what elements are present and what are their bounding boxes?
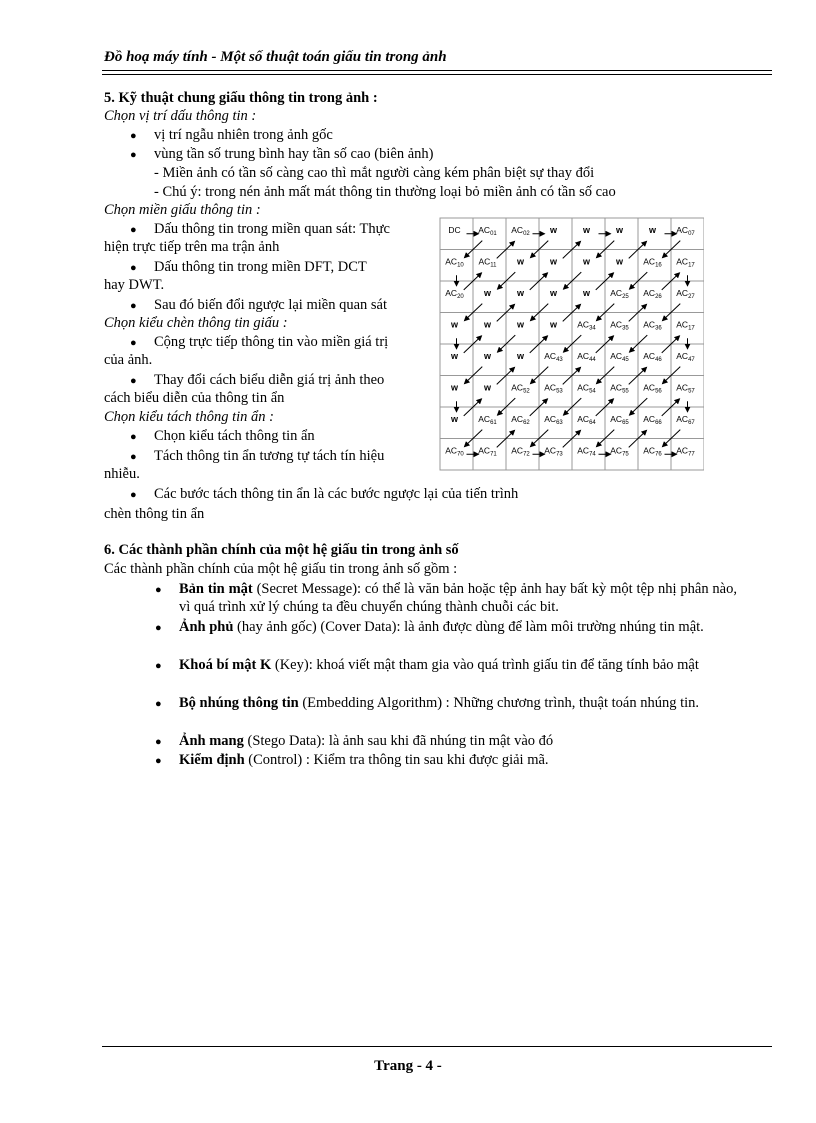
grid-cell-label: $AC_{34}$ — [577, 319, 596, 332]
list-item — [179, 694, 737, 712]
grid-cell-label: w — [582, 224, 591, 235]
dash-note-compression: - Chú ý: trong nén ảnh mất mát thông tin thường loại bỏ miền ảnh có tần số cao — [154, 184, 616, 200]
page-number: Trang - 4 - — [374, 1058, 442, 1074]
grid-cell-label: $AC_{76}$ — [643, 445, 662, 458]
item-term: Bộ nhúng thông tin — [179, 695, 299, 711]
grid-cell-label: $AC_{43}$ — [544, 350, 563, 363]
bullet-frequency: ● vùng tần số trung bình hay tần số cao (biên ảnh) — [154, 145, 433, 164]
grid-cell-label: $AC_{35}$ — [610, 319, 629, 332]
grid-cell-label: w — [483, 350, 492, 361]
dct-zigzag-figure — [439, 217, 704, 471]
grid-cell-label: $AC_{46}$ — [643, 350, 662, 363]
grid-cell-label: w — [549, 256, 558, 267]
grid-cell-label: $AC_{54}$ — [577, 382, 596, 395]
bullet-transform-domain: ● Dấu thông tin trong miền DFT, DCT — [154, 258, 367, 277]
grid-cell-label: $AC_{65}$ — [610, 413, 629, 426]
item-text: (Stego Data): là ảnh sau khi đã nhúng tin mật vào đó — [243, 733, 554, 749]
grid-cell-label: w — [450, 350, 459, 361]
grid-cell-label: w — [615, 224, 624, 235]
item-text: (Control) : Kiểm tra thông tin sau khi được giải mã. — [244, 752, 549, 768]
grid-cell-label: $AC_{01}$ — [478, 224, 497, 237]
grid-cell-label: $AC_{47}$ — [676, 350, 695, 363]
header-rule-thin — [102, 74, 772, 75]
grid-cell-label: $AC_{17}$ — [676, 256, 695, 269]
item-text: (hay ảnh gốc) (Cover Data): là ảnh được dùng để làm môi trường nhúng tin mật. — [233, 619, 704, 635]
grid-cell-label: w — [516, 256, 525, 267]
dct-grid-svg — [439, 217, 704, 471]
grid-cell-label: w — [483, 319, 492, 330]
grid-cell-label: $AC_{25}$ — [610, 287, 629, 300]
grid-cell-label: $AC_{44}$ — [577, 350, 596, 363]
grid-cell-label: $AC_{61}$ — [478, 413, 497, 426]
grid-cell-label: w — [450, 413, 459, 424]
grid-cell-label: $AC_{77}$ — [676, 445, 695, 458]
bullet-extract-steps-cont: chèn thông tin ẩn — [104, 506, 205, 522]
bullet-representation-cont: cách biểu diễn của thông tin ẩn — [104, 390, 285, 406]
subheading-embed-type: Chọn kiểu chèn thông tin giấu : — [104, 315, 288, 331]
list-item — [179, 656, 737, 674]
grid-cell-label: $AC_{72}$ — [511, 445, 530, 458]
grid-cell-label: $AC_{11}$ — [478, 256, 497, 269]
grid-cell-label: $AC_{45}$ — [610, 350, 629, 363]
grid-cell-label: $AC_{55}$ — [610, 382, 629, 395]
item-text: (Embedding Algorithm) : Những chương trình, thuật toán nhúng tin. — [298, 695, 700, 711]
item-term: Kiểm định — [179, 752, 245, 768]
grid-cell-label: $AC_{67}$ — [676, 413, 695, 426]
bullet-extract-noise: ● Tách thông tin ẩn tương tự tách tín hiệu — [154, 447, 384, 466]
grid-cell-label: $AC_{64}$ — [577, 413, 596, 426]
grid-cell-label: w — [615, 256, 624, 267]
grid-cell-label: w — [648, 224, 657, 235]
grid-cell-label: $AC_{73}$ — [544, 445, 563, 458]
item-term: Ảnh mang — [179, 733, 244, 749]
grid-cell-label: $AC_{27}$ — [676, 287, 695, 300]
bullet-extract-steps: ● Các bước tách thông tin ẩn là các bước ngược lại của tiến trình — [154, 485, 518, 504]
grid-cell-label: w — [582, 287, 591, 298]
subheading-position: Chọn vị trí dấu thông tin : — [104, 108, 257, 124]
bullet-additive-cont: của ảnh. — [104, 352, 153, 368]
bullet-inverse: ● Sau đó biến đổi ngược lại miền quan sát — [154, 296, 387, 315]
grid-cell-label: w — [582, 256, 591, 267]
list-item — [179, 618, 737, 636]
grid-cell-label: $AC_{57}$ — [676, 382, 695, 395]
item-term: Ảnh phủ — [179, 619, 234, 635]
section-5-heading: 5. Kỹ thuật chung giấu thông tin trong ảnh : — [104, 90, 378, 106]
grid-cell-label: $AC_{16}$ — [643, 256, 662, 269]
bullet-extract-noise-cont: nhiễu. — [104, 466, 140, 482]
section-6-heading: 6. Các thành phần chính của một hệ giấu tin trong ảnh số — [104, 542, 459, 558]
item-text: (Key): khoá viết mật tham gia vào quá trình giấu tin để tăng tính bảo mật — [271, 657, 699, 673]
subheading-extract-type: Chọn kiểu tách thông tin ẩn : — [104, 409, 274, 425]
grid-cell-label: w — [450, 382, 459, 393]
grid-cell-label: $AC_{53}$ — [544, 382, 563, 395]
grid-cell-label: w — [516, 319, 525, 330]
grid-cell-label: $AC_{75}$ — [610, 445, 629, 458]
grid-cell-label: w — [516, 287, 525, 298]
item-text: (Secret Message): có thể là văn bản hoặc tệp ảnh hay bất kỳ một tệp nhị phân nào, vì quá trình xử lý chúng ta đều chuyển chúng thành chuỗi các bit. — [179, 581, 737, 615]
header-rule-thick — [102, 70, 772, 71]
list-item — [179, 732, 737, 750]
bullet-spatial-domain: ● Dấu thông tin trong miền quan sát: Thực — [154, 220, 390, 239]
grid-cell-label: w — [483, 382, 492, 393]
grid-cell-label: $AC_{71}$ — [478, 445, 497, 458]
item-term: Khoá bí mật K — [179, 657, 272, 673]
grid-cell-label: $AC_{02}$ — [511, 224, 530, 237]
grid-cell-label: $AC_{74}$ — [577, 445, 596, 458]
grid-cell-label: $AC_{62}$ — [511, 413, 530, 426]
grid-cell-label: $AC_{66}$ — [643, 413, 662, 426]
grid-cell-label: w — [549, 224, 558, 235]
bullet-spatial-domain-cont: hiện trực tiếp trên ma trận ảnh — [104, 239, 280, 255]
grid-cell-label: DC — [448, 224, 461, 235]
grid-cell-label: $AC_{10}$ — [445, 256, 464, 269]
grid-cell-label: $AC_{63}$ — [544, 413, 563, 426]
bullet-transform-domain-cont: hay DWT. — [104, 277, 165, 293]
grid-cell-label: $AC_{70}$ — [445, 445, 464, 458]
grid-cell-label: w — [450, 319, 459, 330]
grid-cell-label: w — [516, 350, 525, 361]
grid-cell-label: $AC_{56}$ — [643, 382, 662, 395]
list-item — [179, 580, 737, 616]
item-term: Bản tin mật — [179, 581, 253, 597]
bullet-random-position: ● vị trí ngẫu nhiên trong ảnh gốc — [154, 126, 333, 145]
bullet-additive: ● Cộng trực tiếp thông tin vào miền giá trị — [154, 333, 388, 352]
grid-cell-label: $AC_{07}$ — [676, 224, 695, 237]
grid-cell-label: $AC_{36}$ — [643, 319, 662, 332]
list-item — [179, 751, 737, 769]
footer-rule — [102, 1046, 772, 1047]
section-6-intro: Các thành phần chính của một hệ giấu tin trong ảnh số gồm : — [104, 561, 458, 577]
grid-cell-label: w — [483, 287, 492, 298]
grid-cell-label: w — [549, 319, 558, 330]
grid-cell-label: $AC_{20}$ — [445, 287, 464, 300]
running-header: Đồ hoạ máy tính - Một số thuật toán giấu tin trong ảnh — [104, 49, 447, 65]
grid-cell-label: $AC_{26}$ — [643, 287, 662, 300]
bullet-extract-type: ● Chọn kiểu tách thông tin ẩn — [154, 427, 315, 446]
grid-cell-label: $AC_{17}$ — [676, 319, 695, 332]
dash-note-frequency: - Miền ảnh có tần số càng cao thì mắt người càng kém phân biệt sự thay đổi — [154, 165, 595, 181]
grid-cell-label: w — [549, 287, 558, 298]
subheading-domain: Chọn miền giấu thông tin : — [104, 202, 261, 218]
grid-cell-label: $AC_{52}$ — [511, 382, 530, 395]
bullet-representation: ● Thay đổi cách biểu diễn giá trị ảnh theo — [154, 371, 384, 390]
